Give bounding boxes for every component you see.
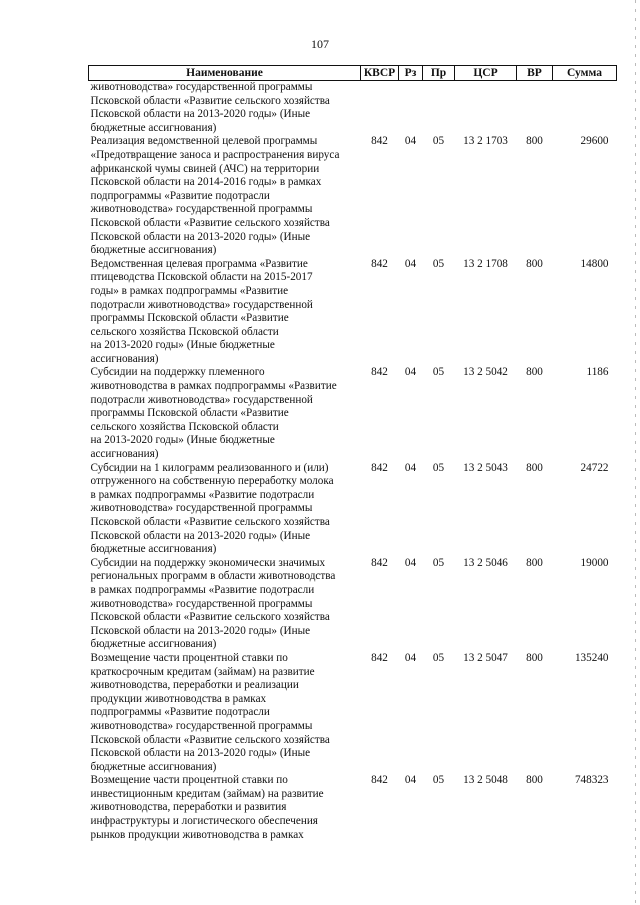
text-line: Возмещение части процентной ставки по <box>90 774 288 787</box>
text-line: «Предотвращение заноса и распространения вируса <box>90 148 340 161</box>
text-line: Псковской области «Развитие сельского хозяйства <box>90 516 330 528</box>
text-line: сельского хозяйства Псковской области <box>90 420 279 433</box>
cell-csr: 13 2 1708 <box>463 257 508 270</box>
text-line: в рамках подпрограммы «Развитие подотрасли <box>90 488 315 501</box>
cell-csr: 13 2 5048 <box>463 774 508 787</box>
cell-sum: 1186 <box>586 366 609 379</box>
text-line: Ведомственная целевая программа «Развитие <box>90 257 308 270</box>
cell-rz: 04 <box>404 135 417 148</box>
text-line: Субсидии на 1 килограмм реализованного и (или) <box>90 461 329 474</box>
text-line: инфраструктуры и логистического обеспечения <box>90 815 318 828</box>
text-line: бюджетные ассигнования) <box>90 760 217 773</box>
table-row <box>89 366 617 461</box>
text-line: Реализация ведомственной целевой программы <box>90 135 318 148</box>
cell-rz: 04 <box>404 651 417 664</box>
cell-pr: 05 <box>432 651 445 664</box>
cell-vr: 800 <box>526 366 543 379</box>
cell-rz: 04 <box>404 366 417 379</box>
header-rz: Рз <box>399 66 423 81</box>
text-line: бюджетные ассигнования) <box>90 543 217 556</box>
text-line: инвестиционным кредитам (займам) на развитие <box>90 787 324 800</box>
cell-csr: 13 2 5042 <box>463 366 508 379</box>
cell-sum: 748323 <box>574 774 609 787</box>
cell-kvsr: 842 <box>371 651 388 664</box>
header-pr: Пр <box>423 66 455 81</box>
row-name <box>89 652 361 774</box>
text-line: Псковской области на 2013-2020 годы» (Иные <box>90 747 311 760</box>
cell-sum: 29600 <box>580 135 609 148</box>
cell-sum: 19000 <box>580 556 609 569</box>
row-name <box>89 557 361 652</box>
cell-vr: 800 <box>526 461 543 474</box>
cell-pr: 05 <box>432 135 445 148</box>
cell-kvsr: 842 <box>371 257 388 270</box>
text-line: Псковской области на 2013-2020 годы» (Иные <box>90 529 311 542</box>
cell-pr: 05 <box>432 257 445 270</box>
cell-sum: 24722 <box>580 461 609 474</box>
header-csr: ЦСР <box>455 66 517 81</box>
cell-sum: 135240 <box>574 651 609 664</box>
row-name <box>89 462 361 557</box>
cell-csr: 13 2 5046 <box>463 556 508 569</box>
text-line: Субсидии на поддержку экономически значимых <box>90 556 326 569</box>
text-line: краткосрочным кредитам (займам) на развитие <box>90 665 315 678</box>
text-line: бюджетные ассигнования) <box>90 638 217 651</box>
text-line: Псковской области «Развитие сельского хозяйства <box>90 216 330 229</box>
cell-rz: 04 <box>404 461 417 474</box>
cell-kvsr: 842 <box>371 556 388 569</box>
text-line: Псковской области на 2014-2016 годы» в рамках <box>90 176 322 189</box>
scan-edge-line <box>635 0 636 905</box>
row-name <box>89 258 361 367</box>
text-line: Возмещение части процентной ставки по <box>90 651 288 664</box>
text-line: животноводства» государственной программы <box>90 719 313 732</box>
cell-pr: 05 <box>432 461 445 474</box>
cell-csr: 13 2 1703 <box>463 135 508 148</box>
table-row <box>89 652 617 774</box>
text-line: продукции животноводства в рамках <box>90 692 267 705</box>
cell-pr: 05 <box>432 556 445 569</box>
text-line: Псковской области на 2013-2020 годы» (Иные <box>90 108 311 121</box>
table-row <box>89 557 617 652</box>
cell-rz: 04 <box>404 774 417 787</box>
row-name <box>89 774 361 842</box>
text-line: птицеводства Псковской области на 2015-2017 <box>90 271 313 284</box>
text-line: подпрограммы «Развитие подотрасли <box>90 706 270 719</box>
page-number: 107 <box>311 37 329 51</box>
row-name <box>89 366 361 461</box>
text-line: программы Псковской области «Развитие <box>90 407 289 420</box>
text-line: бюджетные ассигнования) <box>90 121 217 134</box>
cell-vr: 800 <box>526 651 543 664</box>
text-line: Псковской области «Развитие сельского хозяйства <box>90 94 330 107</box>
continuation-row <box>89 81 617 136</box>
cell-vr: 800 <box>526 556 543 569</box>
cell-csr: 13 2 5047 <box>463 651 508 664</box>
text-line: ассигнования) <box>90 448 159 461</box>
text-line: животноводства, переработки и реализации <box>90 679 299 692</box>
text-line: подпрограммы «Развитие подотрасли <box>90 189 270 202</box>
text-line: Псковской области на 2013-2020 годы» (Иные <box>90 230 311 243</box>
continuation-text <box>89 81 361 136</box>
table-header-row <box>89 66 617 81</box>
cell-kvsr: 842 <box>371 774 388 787</box>
text-line: животноводства в рамках подпрограммы «Развитие <box>90 380 337 393</box>
cell-kvsr: 842 <box>371 135 388 148</box>
cell-vr: 800 <box>526 257 543 270</box>
text-line: отгруженного на собственную переработку молока <box>90 475 334 488</box>
text-line: Псковской области «Развитие сельского хозяйства <box>90 733 330 746</box>
header-name: Наименование <box>89 66 361 81</box>
text-line: рынков продукции животноводства в рамках <box>90 828 304 841</box>
text-line: программы Псковской области «Развитие <box>90 312 289 325</box>
cell-rz: 04 <box>404 257 417 270</box>
text-line: Псковской области на 2013-2020 годы» (Иные <box>90 624 311 637</box>
cell-sum: 14800 <box>580 257 609 270</box>
text-line: на 2013-2020 годы» (Иные бюджетные <box>90 434 275 447</box>
cell-pr: 05 <box>432 774 445 787</box>
text-line: животноводства» государственной программы <box>90 203 313 216</box>
cell-kvsr: 842 <box>371 461 388 474</box>
table-row <box>89 774 617 842</box>
cell-rz: 04 <box>404 556 417 569</box>
text-line: африканской чумы свиней (АЧС) на территории <box>90 162 320 175</box>
text-line: животноводства» государственной программы <box>90 502 313 515</box>
text-line: животноводства, переработки и развития <box>90 801 287 814</box>
text-line: животноводства» государственной программы <box>90 81 313 93</box>
text-line: годы» в рамках подпрограммы «Развитие <box>90 284 289 297</box>
text-line: подотрасли животноводства» государственной <box>90 298 313 311</box>
header-sum: Сумма <box>553 66 617 81</box>
text-line: ассигнования) <box>90 352 159 365</box>
text-line: на 2013-2020 годы» (Иные бюджетные <box>90 339 275 352</box>
text-line: сельского хозяйства Псковской области <box>90 325 279 338</box>
table-row <box>89 258 617 367</box>
header-kvsr: КВСР <box>361 66 399 81</box>
text-line: региональных программ в области животноводства <box>90 570 336 583</box>
budget-table <box>88 65 617 842</box>
text-line: Субсидии на поддержку племенного <box>90 366 265 379</box>
cell-vr: 800 <box>526 774 543 787</box>
text-line: животноводства» государственной программы <box>90 597 313 610</box>
text-line: подотрасли животноводства» государственной <box>90 393 313 406</box>
header-vr: ВР <box>517 66 553 81</box>
text-line: в рамках подпрограммы «Развитие подотрасли <box>90 583 315 596</box>
cell-pr: 05 <box>432 366 445 379</box>
table-row <box>89 135 617 257</box>
text-line: Псковской области «Развитие сельского хозяйства <box>90 611 330 624</box>
row-name <box>89 135 361 257</box>
cell-csr: 13 2 5043 <box>463 461 508 474</box>
text-line: бюджетные ассигнования) <box>90 244 217 257</box>
cell-vr: 800 <box>526 135 543 148</box>
table-row <box>89 462 617 557</box>
cell-kvsr: 842 <box>371 366 388 379</box>
